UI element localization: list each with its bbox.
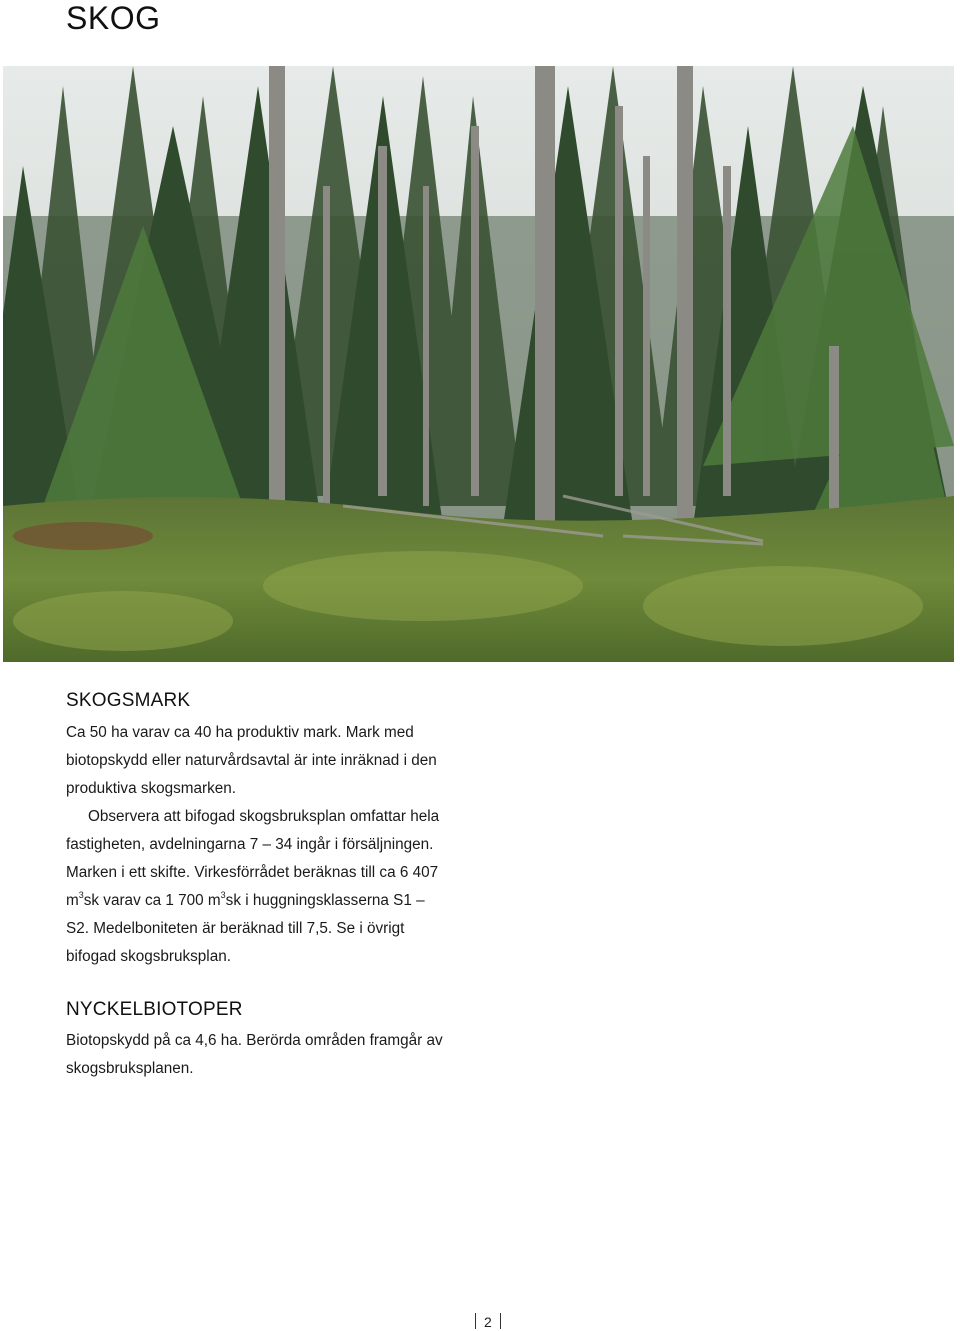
section-heading-nyckelbiotoper: NYCKELBIOTOPER (66, 999, 243, 1020)
divider (475, 1313, 476, 1329)
text-run: sk varav ca 1 700 m (83, 892, 221, 909)
paragraph (66, 803, 446, 971)
superscript: 3 (220, 890, 226, 900)
forest-photo-illustration (3, 66, 954, 662)
page-title: SKOG (66, 0, 161, 36)
section-body-nyckelbiotoper (66, 1027, 446, 1083)
text-run: sk i huggningsklasserna S1 – S2. Medelboniteten är beräknad till 7,5. Se i övrigt bifogad skogsbruksplan. (66, 892, 425, 965)
text-run: Observera att bifogad skogsbruksplan omfattar hela fastigheten, avdelningarna 7 – 34 ingår i försäljningen. Marken i ett skifte. Virkesförrådet beräknas till ca 6 407 m (66, 808, 440, 909)
paragraph: Biotopskydd på ca 4,6 ha. Berörda områden framgår av skogsbruksplanen. (66, 1032, 443, 1077)
superscript: 3 (78, 890, 84, 900)
page-number-value: 2 (484, 1314, 492, 1330)
forest-photo (3, 66, 954, 662)
paragraph: Ca 50 ha varav ca 40 ha produktiv mark. Mark med biotopskydd eller naturvårdsavtal är inte inräknad i den produktiva skogsmarken. (66, 724, 437, 797)
page-number (467, 1313, 509, 1330)
section-body-skogsmark (66, 719, 446, 971)
divider (500, 1313, 501, 1329)
section-heading-skogsmark: SKOGSMARK (66, 690, 191, 711)
